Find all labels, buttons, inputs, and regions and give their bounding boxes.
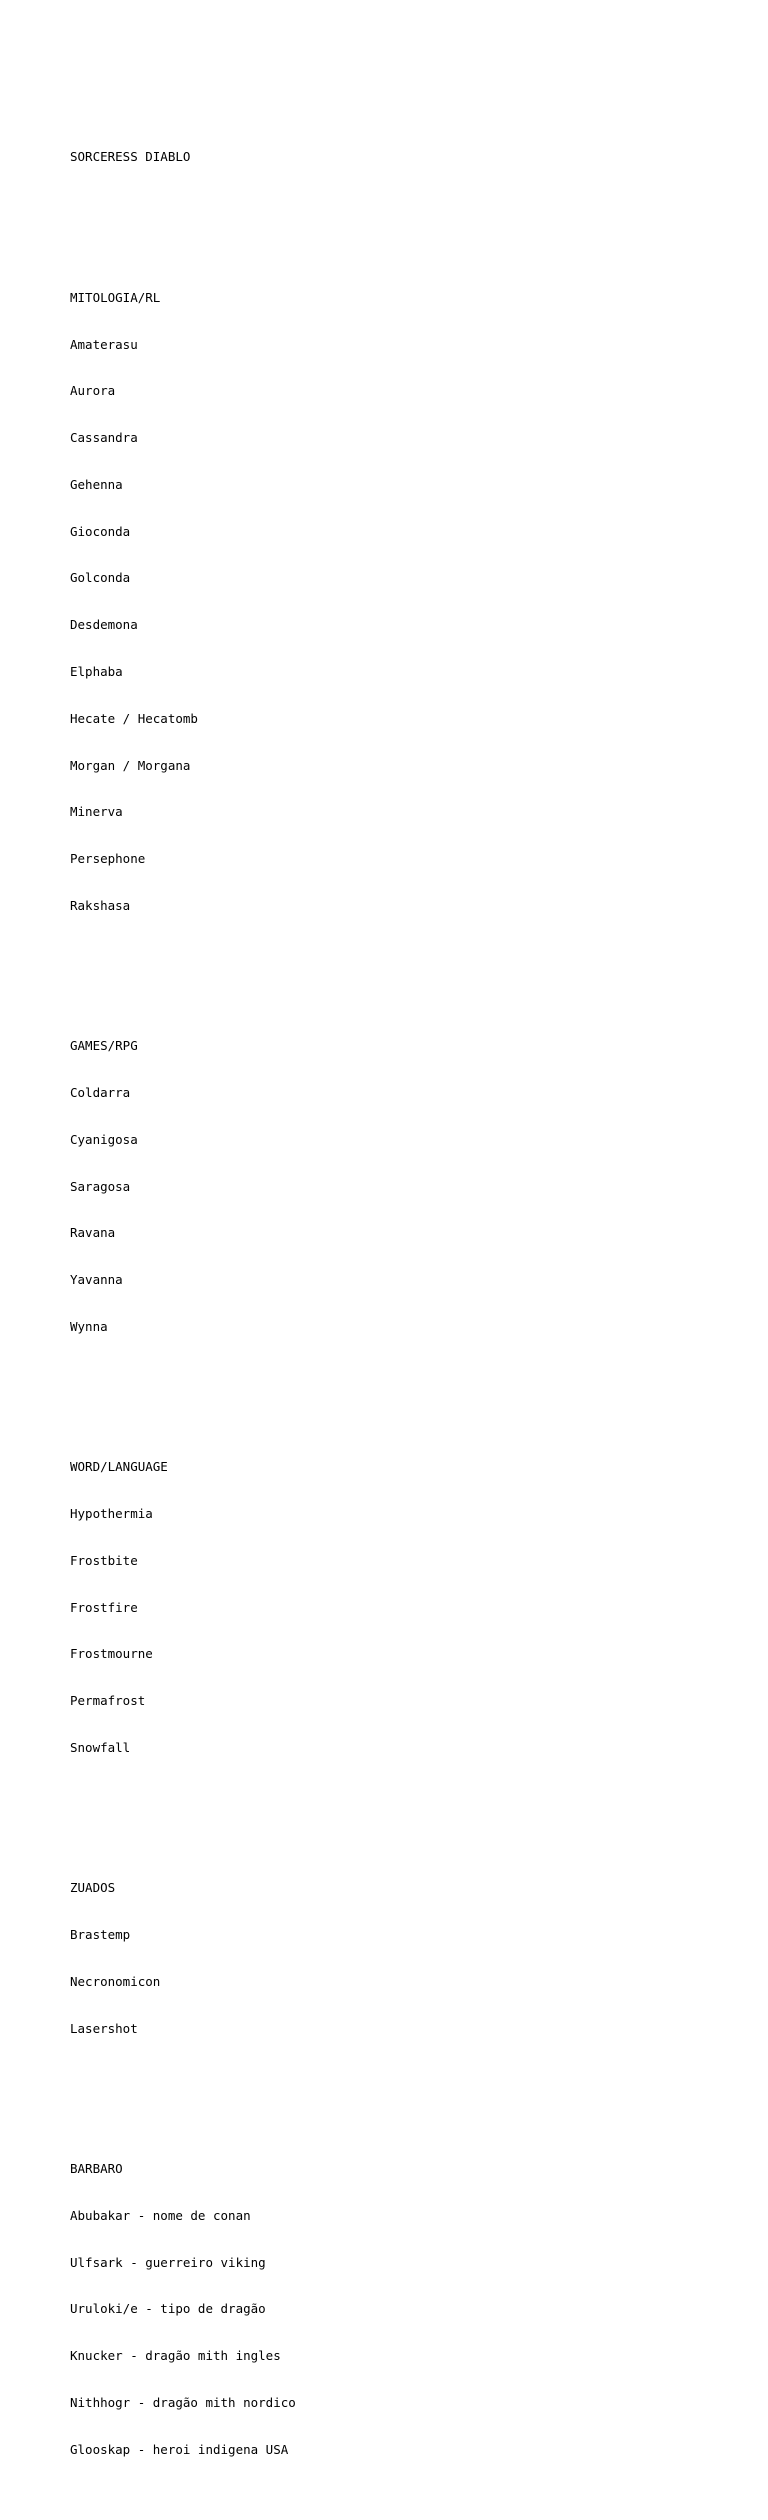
list-item: Brastemp — [70, 1927, 131, 1943]
list-item: Necronomicon — [70, 1973, 161, 1989]
list-item: Gehenna — [70, 476, 123, 492]
section-word-language — [70, 1428, 296, 1787]
list-item: Abubakar - nome de conan — [70, 2207, 251, 2223]
list-item: Rakshasa — [70, 897, 131, 913]
list-item: Frostfire — [70, 1599, 138, 1615]
list-item: Hypothermia — [70, 1506, 153, 1522]
list-item: Nithhogr - dragão mith nordico — [70, 2394, 296, 2410]
section-mitologia — [70, 259, 296, 945]
list-item: Uruloki/e - tipo de dragão — [70, 2301, 266, 2317]
section-heading: WORD/LANGUAGE — [70, 1459, 168, 1475]
list-item: Permafrost — [70, 1693, 146, 1709]
document-text — [70, 87, 296, 2520]
list-item: Morgan / Morgana — [70, 757, 191, 773]
document-title: SORCERESS DIABLO — [70, 149, 191, 165]
list-item: Wynna — [70, 1318, 108, 1334]
list-item: Gioconda — [70, 523, 131, 539]
list-item: Aurora — [70, 383, 116, 399]
list-item: Snowfall — [70, 1739, 131, 1755]
list-item: Glooskap - heroi indigena USA — [70, 2441, 289, 2457]
list-item: Golconda — [70, 570, 131, 586]
section-heading: BARBARO — [70, 2160, 123, 2176]
section-barbaro — [70, 2130, 296, 2489]
section-games-rpg — [70, 1007, 296, 1366]
list-item: Yavanna — [70, 1272, 123, 1288]
section-heading: MITOLOGIA/RL — [70, 289, 161, 305]
list-item: Coldarra — [70, 1085, 131, 1100]
list-item: Cassandra — [70, 430, 138, 446]
list-item: Saragosa — [70, 1178, 131, 1194]
list-item: Persephone — [70, 851, 146, 867]
list-item: Minerva — [70, 804, 123, 820]
list-item: Lasershot — [70, 2020, 138, 2036]
list-item: Ravana — [70, 1225, 116, 1241]
list-item: Elphaba — [70, 663, 123, 679]
document-title-block — [70, 118, 296, 196]
list-item: Frostmourne — [70, 1646, 153, 1662]
list-item: Amaterasu — [70, 336, 138, 352]
list-item: Desdemona — [70, 617, 138, 633]
list-item: Knucker - dragão mith ingles — [70, 2348, 281, 2364]
section-heading: ZUADOS — [70, 1880, 116, 1896]
list-item: Cyanigosa — [70, 1131, 138, 1147]
section-zuados — [70, 1849, 296, 2067]
list-item: Frostbite — [70, 1552, 138, 1568]
section-heading: GAMES/RPG — [70, 1038, 138, 1054]
list-item: Hecate / Hecatomb — [70, 710, 198, 726]
list-item: Ulfsark - guerreiro viking — [70, 2254, 266, 2270]
